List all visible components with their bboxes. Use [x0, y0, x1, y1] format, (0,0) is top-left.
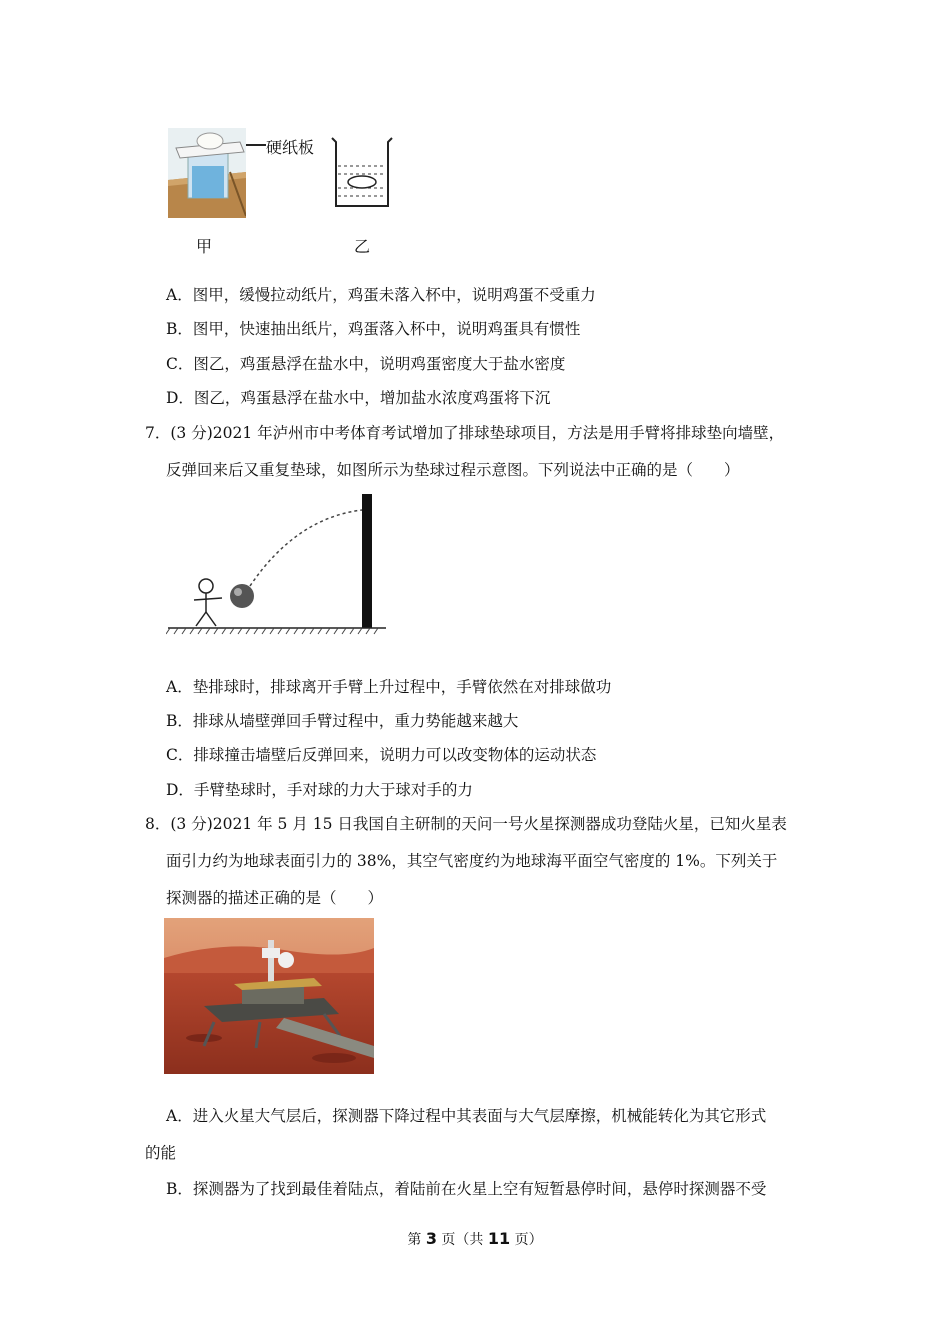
- q7-option-d: D．手臂垫球时，手对球的力大于球对手的力: [166, 781, 473, 799]
- q6-option-d: D．图乙，鸡蛋悬浮在盐水中，增加盐水浓度鸡蛋将下沉: [166, 389, 551, 407]
- figure-label-jia: 甲: [196, 237, 213, 256]
- q7-stem-line1: 7．(3 分)2021 年泸州市中考体育考试增加了排球垫球项目，方法是用手臂将排球垫向墙壁，: [145, 424, 785, 442]
- q7-option-b: B．排球从墙壁弹回手臂过程中，重力势能越来越大: [166, 712, 519, 730]
- cardboard-label: 硬纸板: [266, 138, 315, 157]
- egg-cup-figure-a: [168, 128, 246, 218]
- footer-prefix: 第: [407, 1232, 426, 1248]
- page-footer: [0, 1229, 950, 1249]
- total-page-count: 11: [487, 1229, 511, 1248]
- q8-option-a-line1: A．进入火星大气层后，探测器下降过程中其表面与大气层摩擦，机械能转化为其它形式: [166, 1107, 767, 1125]
- q8-option-b-line1: B．探测器为了找到最佳着陆点，着陆前在火星上空有短暂悬停时间，悬停时探测器不受: [166, 1180, 767, 1198]
- pointer-line: [246, 144, 266, 146]
- q6-option-a: A．图甲，缓慢拉动纸片，鸡蛋未落入杯中，说明鸡蛋不受重力: [166, 286, 596, 304]
- volleyball-diagram: [166, 492, 390, 640]
- footer-mid: 页（共: [436, 1232, 488, 1248]
- q7-option-a: A．垫排球时，排球离开手臂上升过程中，手臂依然在对排球做功: [166, 678, 612, 696]
- mars-lander-photo: [164, 918, 374, 1074]
- q8-stem-line2: 面引力约为地球表面引力的 38%，其空气密度约为地球海平面空气密度的 1%。下列关于: [166, 852, 778, 870]
- q6-option-c: C．图乙，鸡蛋悬浮在盐水中，说明鸡蛋密度大于盐水密度: [166, 355, 566, 373]
- q8-stem-line1: 8．(3 分)2021 年 5 月 15 日我国自主研制的天问一号火星探测器成功登陆火星，已知火星表: [145, 815, 787, 833]
- q6-option-b: B．图甲，快速抽出纸片，鸡蛋落入杯中，说明鸡蛋具有惯性: [166, 320, 581, 338]
- q8-option-a-line2: 的能: [145, 1144, 177, 1162]
- current-page-number: 3: [425, 1229, 437, 1248]
- q7-stem-line2: 反弹回来后又重复垫球，如图所示为垫球过程示意图。下列说法中正确的是（ ）: [166, 461, 740, 479]
- beaker-figure-b: [330, 136, 394, 210]
- footer-suffix: 页）: [510, 1232, 543, 1248]
- q7-option-c: C．排球撞击墙壁后反弹回来，说明力可以改变物体的运动状态: [166, 746, 597, 764]
- figure-label-yi: 乙: [354, 237, 371, 256]
- q8-stem-line3: 探测器的描述正确的是（ ）: [166, 889, 384, 907]
